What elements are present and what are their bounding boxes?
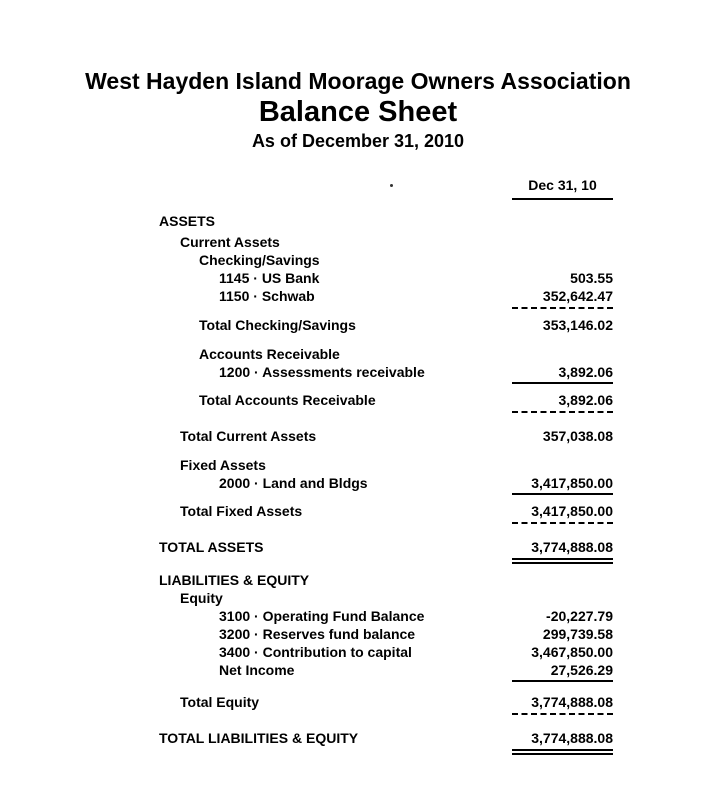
report-row [0, 233, 716, 251]
report-date-subtitle: As of December 31, 2010 [251, 131, 465, 151]
row-value: 3,774,888.08 [512, 693, 613, 715]
row-label: Total Accounts Receivable [199, 392, 376, 408]
row-value: 27,526.29 [512, 661, 613, 682]
report-row [0, 693, 716, 715]
row-label: Total Checking/Savings [199, 317, 356, 333]
row-label: 3100 · Operating Fund Balance [219, 608, 425, 624]
column-header-row [0, 177, 716, 200]
report-row [0, 456, 716, 474]
row-value: 3,774,888.08 [512, 538, 613, 564]
report-title: Balance Sheet [258, 96, 458, 128]
row-label: Current Assets [180, 234, 280, 250]
row-value: -20,227.79 [546, 608, 613, 624]
row-value: 3,417,850.00 [512, 502, 613, 524]
report-row [0, 345, 716, 363]
row-label: 1200 · Assessments receivable [219, 364, 425, 380]
row-label: TOTAL LIABILITIES & EQUITY [159, 730, 359, 746]
report-row [0, 287, 716, 309]
row-value: 299,739.58 [542, 626, 613, 642]
row-label: Net Income [219, 662, 295, 678]
report-row [0, 363, 716, 384]
column-header-date: Dec 31, 10 [512, 177, 613, 200]
report-row [0, 502, 716, 524]
report-row [0, 474, 716, 495]
row-label: 2000 · Land and Bldgs [219, 475, 368, 491]
report-row [0, 729, 716, 755]
row-value: 353,146.02 [542, 317, 613, 333]
row-label: Total Fixed Assets [180, 503, 303, 519]
row-label: Accounts Receivable [199, 346, 340, 362]
report-row [0, 427, 716, 445]
report-row [0, 643, 716, 661]
row-label: TOTAL ASSETS [159, 539, 264, 555]
row-value: 3,774,888.08 [512, 729, 613, 755]
row-value: 357,038.08 [542, 428, 613, 444]
report-row [0, 212, 716, 230]
row-value: 3,892.06 [512, 391, 613, 413]
row-value: 503.55 [570, 270, 613, 286]
row-label: Checking/Savings [199, 252, 320, 268]
row-value: 352,642.47 [512, 287, 613, 309]
report-row [0, 625, 716, 643]
row-value: 3,892.06 [512, 363, 613, 384]
row-label: Total Current Assets [180, 428, 317, 444]
row-label: 1150 · Schwab [219, 288, 315, 304]
row-label: LIABILITIES & EQUITY [159, 572, 310, 588]
report-row [0, 391, 716, 413]
row-label: Total Equity [180, 694, 260, 710]
report-row [0, 269, 716, 287]
report-row [0, 251, 716, 269]
row-value: 3,467,850.00 [531, 644, 613, 660]
row-value: 3,417,850.00 [512, 474, 613, 495]
report-row [0, 661, 716, 682]
report-row [0, 571, 716, 589]
row-label: Equity [180, 590, 223, 606]
row-label: 1145 · US Bank [219, 270, 320, 286]
report-row [0, 607, 716, 625]
row-label: 3200 · Reserves fund balance [219, 626, 416, 642]
row-label: ASSETS [159, 213, 216, 229]
report-row [0, 316, 716, 334]
org-name-title: West Hayden Island Moorage Owners Association [85, 68, 631, 94]
scan-speck [390, 184, 393, 187]
report-row [0, 589, 716, 607]
row-label: 3400 · Contribution to capital [219, 644, 412, 660]
report-body [0, 212, 716, 755]
row-label: Fixed Assets [180, 457, 266, 473]
report-row [0, 538, 716, 564]
